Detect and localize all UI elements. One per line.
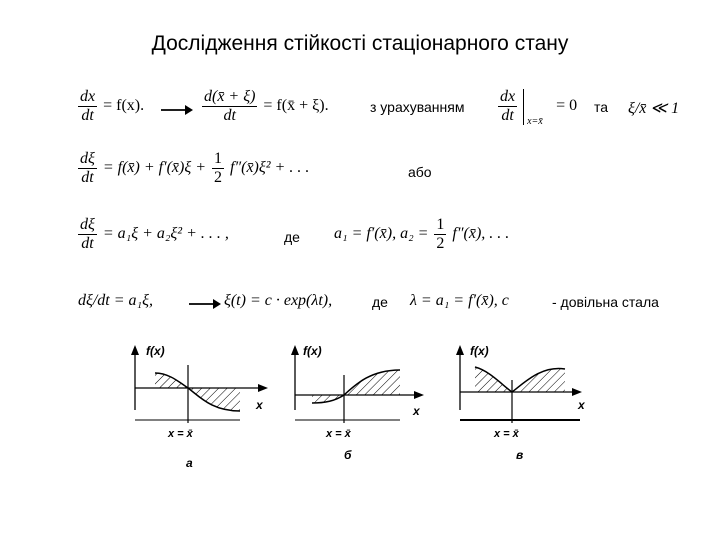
y-axis-label: f(x) <box>470 344 489 358</box>
y-axis-arrow-icon <box>456 345 464 355</box>
text-arbitrary-constant: - довільна стала <box>552 294 659 310</box>
x-axis-arrow-icon <box>414 391 424 399</box>
slide-title: Дослідження стійкості стаціонарного стану <box>151 32 569 55</box>
plot-c <box>456 344 586 462</box>
x-axis-label: x <box>413 404 420 418</box>
hatched-region <box>188 388 240 411</box>
series-rhs: = a₁ξ + a₂ξ² + . . . , <box>102 225 229 243</box>
stationary-condition <box>496 88 577 125</box>
ode-rhs: = f(x). <box>103 97 145 115</box>
text-or: або <box>408 164 432 180</box>
fraction-denominator: dt <box>81 169 94 186</box>
stability-plots <box>0 335 720 475</box>
right-arrow-icon <box>160 104 194 116</box>
coefficients-a: a₁ = f′(x̄), a₂ = <box>334 225 429 243</box>
taylor-expansion <box>76 150 309 187</box>
hatched-region <box>155 373 188 388</box>
fraction-denominator: 2 <box>214 169 223 186</box>
taylor-terms-a: = f(x̄) + f′(x̄)ξ + <box>102 159 207 177</box>
y-axis-arrow-icon <box>131 345 139 355</box>
equilibrium-marker: x = x̄ <box>168 428 193 440</box>
plot-b <box>291 344 424 462</box>
fraction-numerator: dξ <box>80 150 95 167</box>
small-perturbation-condition: ξ/x̄ ≪ 1 <box>628 100 680 117</box>
x-axis-label: x <box>578 398 585 412</box>
fraction-numerator: 1 <box>214 150 223 167</box>
plot-caption: б <box>344 448 352 462</box>
ode-original <box>76 88 144 125</box>
ode-shifted <box>200 88 329 125</box>
ode-shifted-rhs: = f(x̄ + ξ). <box>263 97 329 115</box>
x-axis-label: x <box>256 398 263 412</box>
y-axis-arrow-icon <box>291 345 299 355</box>
lambda-definition: λ = a₁ = f′(x̄), c <box>410 292 509 309</box>
fraction-denominator: dt <box>223 107 236 124</box>
fraction-numerator: dx <box>500 88 516 105</box>
fraction-numerator: dx <box>80 88 96 105</box>
fraction-numerator: 1 <box>436 216 445 233</box>
y-axis-label: f(x) <box>303 344 322 358</box>
linearized-ode: dξ/dt = a₁ξ, <box>78 292 153 309</box>
exponential-solution: ξ(t) = c · exp(λt), <box>224 292 333 309</box>
text-where: де <box>284 229 300 245</box>
text-with-account: з урахуванням <box>370 99 465 115</box>
condition-rhs: = 0 <box>556 97 578 115</box>
equilibrium-marker: x = x̄ <box>326 428 351 440</box>
text-where: де <box>372 294 388 310</box>
coefficients-b: f″(x̄), . . . <box>452 225 510 243</box>
hatched-region <box>344 370 400 395</box>
fraction-denominator: dt <box>81 107 94 124</box>
fraction-denominator: dt <box>81 235 94 252</box>
coefficient-definitions <box>334 216 509 253</box>
hatched-region <box>475 367 565 392</box>
text-and: та <box>594 99 609 115</box>
taylor-terms-b: f″(x̄)ξ² + . . . <box>230 159 310 177</box>
fraction-denominator: 2 <box>436 235 445 252</box>
fraction-numerator: dξ <box>80 216 95 233</box>
right-arrow-icon <box>188 298 222 310</box>
fraction-numerator: d(x̄ + ξ) <box>204 88 256 105</box>
series-form <box>76 216 229 253</box>
plot-caption: а <box>186 456 193 470</box>
plot-caption: в <box>516 448 524 462</box>
x-axis-arrow-icon <box>572 388 582 396</box>
evaluation-bar <box>523 89 543 127</box>
x-axis-arrow-icon <box>258 384 268 392</box>
y-axis-label: f(x) <box>146 344 165 358</box>
evaluation-subscript: x=x̄ <box>527 115 543 127</box>
plot-a <box>131 344 268 470</box>
equilibrium-marker: x = x̄ <box>494 428 519 440</box>
fraction-denominator: dt <box>501 107 514 124</box>
